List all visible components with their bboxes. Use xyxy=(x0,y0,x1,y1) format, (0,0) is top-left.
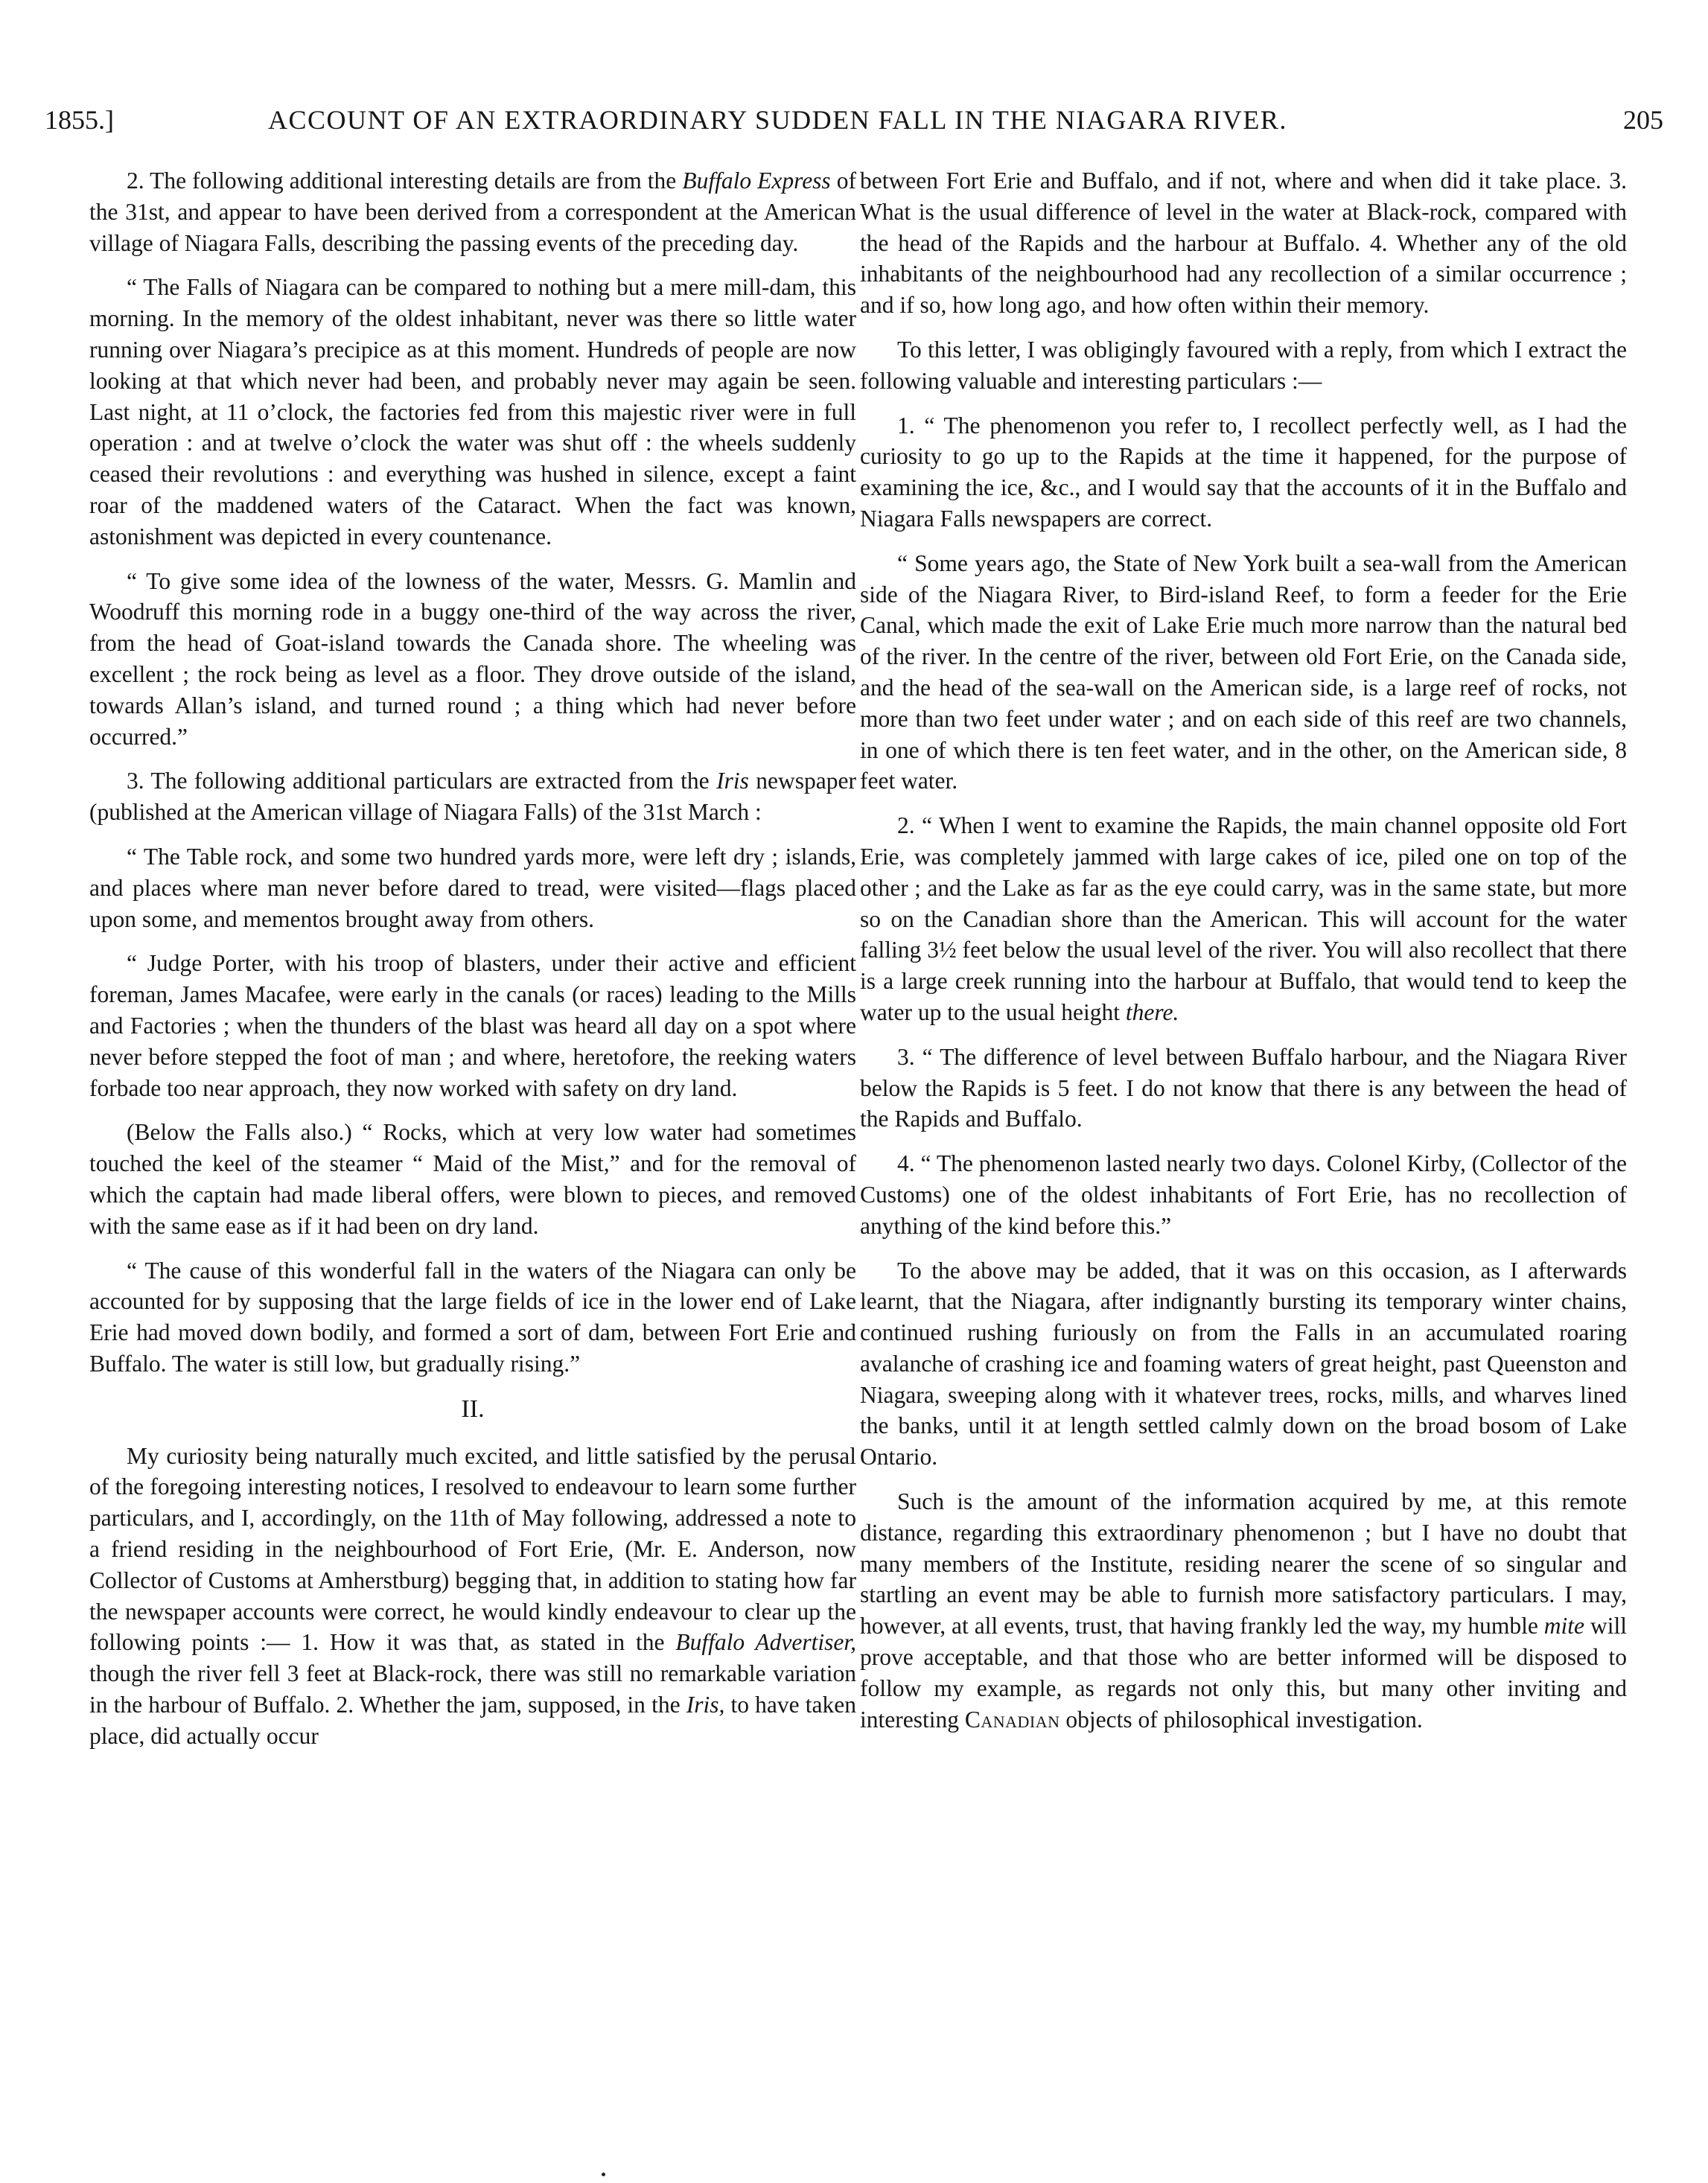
quote-paragraph: “ To give some idea of the lowness of the water, Messrs. G. Mamlin and Woodruff this morning rode in a buggy one-third of the way across the river, from the head of Goat-island towards the Canada shore. The wheeling was excellent ; the rock being as level as a floor. They drove outside of the island, towards Allan’s island, and turned round ; a thing which had never before occurred.” xyxy=(89,567,856,750)
quote-paragraph: 1. “ The phenomenon you refer to, I recollect perfectly well, as I had the curiosity to go up to the Rapids at the time it happened, for the purpose of examining the ice, &c., and I would say that the accounts of it in the Buffalo and Niagara Falls newspapers are correct. xyxy=(860,412,1627,532)
quote-paragraph: (Below the Falls also.) “ Rocks, which at very low water had sometimes touched the keel of the steamer “ Maid of the Mist,” and for the removal of which the captain had made liberal offers, were blown to pieces, and removed with the same ease as if it had been on dry land. xyxy=(89,1119,856,1239)
running-head xyxy=(45,103,1663,141)
paragraph-continuation: between Fort Erie and Buffalo, and if not, where and when did it take place. 3. What is the usual difference of level in the water at Black-rock, compared with the head of the Rapids and the harbour at Buffalo. 4. Whether any of the old inhabitants of the neighbourhood had any recollection of a similar occurrence ; and if so, how long ago, and how often within their memory. xyxy=(860,168,1627,319)
paragraph: To the above may be added, that it was on this occasion, as I afterwards learnt, that the Niagara, after indignantly bursting its temporary winter chains, continued rushing furiously on from the Falls in an accumulated roaring avalanche of crashing ice and foaming waters of great height, past Queenston and Niagara, sweeping along with it whatever trees, rocks, mills, and wharves lined the banks, until it at length settled calmly down on the broad bosom of Lake Ontario. xyxy=(860,1257,1627,1470)
quote-paragraph: “ The cause of this wonderful fall in the waters of the Niagara can only be accounted for by supposing that the large fields of ice in the lower end of Lake Erie had moved down bodily, and formed a sort of dam, between Fort Erie and Buffalo. The water is still low, but gradually rising.” xyxy=(89,1257,856,1377)
quote-paragraph: “ Some years ago, the State of New York built a sea-wall from the American side of the Niagara River, to Bird-island Reef, to form a feeder for the Erie Canal, which made the exit of Lake Erie much more narrow than the natural bed of the river. In the centre of the river, between old Fort Erie, on the Canada side, and the head of the sea-wall on the American side, is a large reef of rocks, not more than two feet under water ; and on each side of this reef are two channels, in one of which there is ten feet water, and in the other, on the American side, 8 feet water. xyxy=(860,549,1627,794)
quote-paragraph: “ The Falls of Niagara can be compared to nothing but a mere mill-dam, this morning. In the memory of the oldest inhabitant, never was there so little water running over Niagara’s precipice as at this moment. Hundreds of people are now looking at that which never had been, and probably never may again be seen. Last night, at 11 o’clock, the factories fed from this majestic river were in full operation : and at twelve o’clock the water was shut off : the wheels suddenly ceased their revolutions : and everything was hushed in silence, except a faint roar of the maddened waters of the Cataract. When the fact was known, astonishment was depicted in every countenance. xyxy=(89,274,856,549)
right-column xyxy=(860,165,1627,1748)
footer-mark xyxy=(602,2173,605,2176)
quote-paragraph: 3. “ The difference of level between Buffalo harbour, and the Niagara River below the Rapids is 5 feet. I do not know that there is any between the head of the Rapids and Buffalo. xyxy=(860,1043,1627,1132)
quote-paragraph: 4. “ The phenomenon lasted nearly two days. Colonel Kirby, (Collector of the Customs) one of the oldest inhabitants of Fort Erie, has no recollection of anything of the kind before this.” xyxy=(860,1150,1627,1239)
section-number: II. xyxy=(461,1395,485,1423)
paragraph: To this letter, I was obligingly favoured with a reply, from which I extract the following valuable and interesting particulars :— xyxy=(860,336,1627,394)
quote-paragraph: “ Judge Porter, with his troop of blasters, under their active and efficient foreman, James Macafee, were early in the canals (or races) leading to the Mills and Factories ; when the thunders of the blast was heard all day on a spot where never before stepped the foot of man ; and where, heretofore, the reeking waters forbade too near approach, they now worked with safety on dry land. xyxy=(89,950,856,1101)
left-column xyxy=(89,165,856,1755)
header-year: 1855.] xyxy=(45,105,114,135)
paragraph: Such is the amount of the information acquired by me, at this remote distance, regarding this extraordinary phenomenon ; but I have no doubt that many members of the Institute, residing nearer the scene of so singular and startling an event may be able to furnish more satisfactory particulars. I may, however, at all events, trust, that having frankly led the way, my humble mite will prove acceptable, and that those who are better informed will be disposed to follow my example, as regards not only this, but many other inviting and interesting Canadian objects of philosophical investigation. xyxy=(860,1488,1627,1733)
paragraph: My curiosity being naturally much excited, and little satisfied by the perusal of the foregoing interesting notices, I resolved to endeavour to learn some further particulars, and I, accordingly, on the 11th of May following, addressed a note to a friend residing in the neighbourhood of Fort Erie, (Mr. E. Anderson, now Collector of Customs at Amherstburg) begging that, in addition to stating how far the newspaper accounts were correct, he would kindly endeavour to clear up the following points :— 1. How it was that, as stated in the Buffalo Advertiser, though the river fell 3 feet at Black-rock, there was still no remarkable variation in the harbour of Buffalo. 2. Whether the jam, supposed, in the Iris, to have taken place, did actually occur xyxy=(89,1442,856,1749)
paragraph: 3. The following additional particulars are extracted from the Iris newspaper (published at the American village of Niagara Falls) of the 31st March : xyxy=(89,768,856,826)
quote-paragraph: 2. “ When I went to examine the Rapids, the main channel opposite old Fort Erie, was completely jammed with large cakes of ice, piled one on top of the other ; and the Lake as far as the eye could carry, was in the same state, but more so on the Canadian shore than the American. This will account for the water falling 3½ feet below the usual level of the river. You will also recollect that there is a large creek running into the harbour at Buffalo, that would tend to keep the water up to the usual height there. xyxy=(860,812,1627,1025)
paragraph: 2. The following additional interesting details are from the Buffalo Express of the 31st, and appear to have been derived from a correspondent at the American village of Niagara Falls, describing the passing events of the preceding day. xyxy=(89,168,856,256)
quote-paragraph: “ The Table rock, and some two hundred yards more, were left dry ; islands, and places where man never before dared to tread, were visited—flags placed upon some, and mementos brought away from others. xyxy=(89,843,856,932)
header-title: ACCOUNT OF AN EXTRAORDINARY SUDDEN FALL IN THE NIAGARA RIVER. xyxy=(268,105,1287,135)
page-number: 205 xyxy=(1623,105,1663,135)
